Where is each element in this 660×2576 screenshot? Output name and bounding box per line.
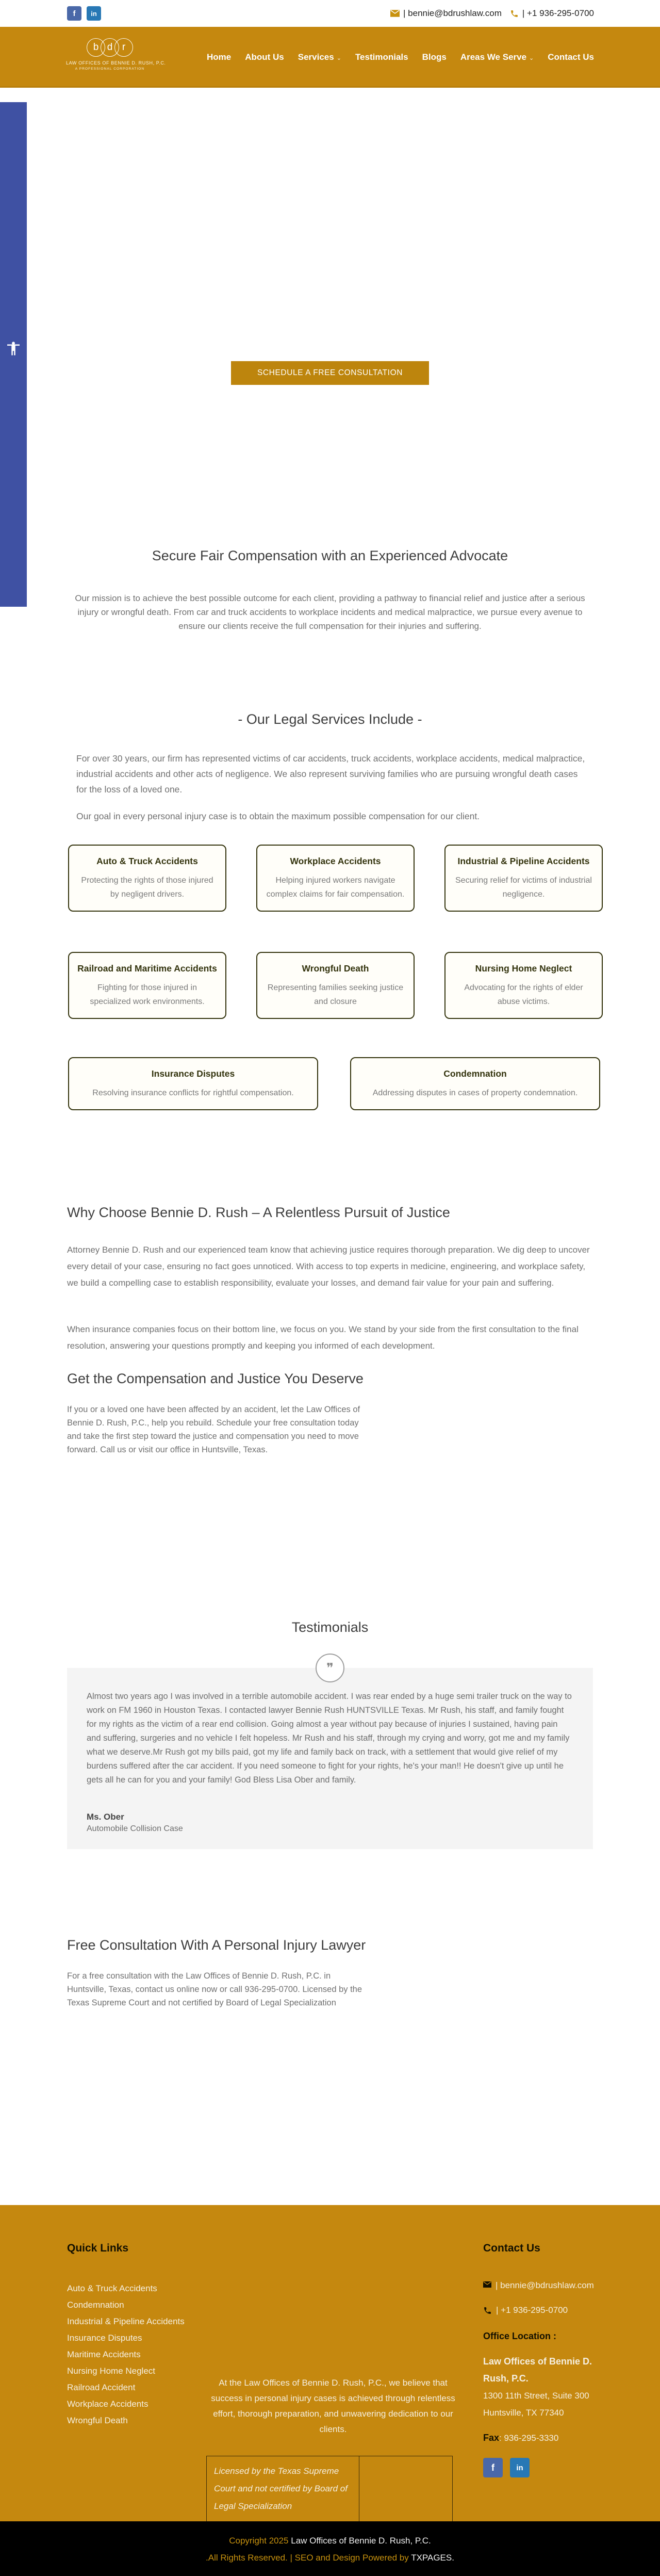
top-utility-bar — [0, 0, 660, 27]
footer-link-industrial-pipeline[interactable]: Industrial & Pipeline Accidents — [67, 2316, 185, 2326]
txpages-link[interactable]: TXPAGES. — [411, 2553, 454, 2563]
footer-link-wrongful-death[interactable]: Wrongful Death — [67, 2416, 128, 2425]
testimonials-heading: Testimonials — [291, 1619, 369, 1635]
fax-label: Fax — [483, 2433, 500, 2443]
why-choose-heading: Why Choose Bennie D. Rush – A Relentless Pursuit of Justice — [67, 1205, 450, 1220]
topbar-phone-text: | +1 936-295-0700 — [522, 8, 594, 18]
phone-icon — [483, 2306, 492, 2315]
intro-heading: Secure Fair Compensation with an Experienced Advocate — [152, 548, 508, 563]
footer-license-text: Licensed by the Texas Supreme Court and not certified by Board of Legal Specialization — [214, 2466, 348, 2511]
nav-item-services[interactable]: Services ⌄ — [298, 52, 341, 62]
intro-body: Our mission is to achieve the best possible outcome for each client, providing a pathway to financial relief and justice after a serious injury or wrongful death. From car and truck accidents to workplace incidents and medical malpractice, we pursue every avenue to ensure our clients receive the full compensation for their injuries and suffering. — [75, 593, 585, 631]
nav-item-contact-us[interactable]: Contact Us — [548, 52, 594, 62]
testimonial-author: Ms. Ober — [87, 1812, 124, 1822]
nav-item-blogs[interactable]: Blogs — [422, 52, 447, 62]
chevron-down-icon: ⌄ — [336, 55, 341, 61]
footer-license-box — [206, 2456, 453, 2522]
service-card-insurance-disputes — [68, 1057, 318, 1110]
service-card-title: Wrongful Death — [302, 963, 369, 974]
services-heading: - Our Legal Services Include - — [238, 711, 422, 727]
footer-link-railroad[interactable]: Railroad Accident — [67, 2383, 136, 2392]
service-card-title: Industrial & Pipeline Accidents — [457, 856, 590, 866]
testimonial-quote: Almost two years ago I was involved in a terrible automobile accident. I was rear ended by a huge semi trailer truck on the way to work on FM 1960 in Houston Texas. I contacted lawyer Bennie Rush HUNTSVILLE Texas. Mr Rush, his staff, and family fought for my rights as the victim of a rear end collision. Going almost a year without pay because of injuries I sustained, having pain and suffering, surgeries and no vehicle I felt hopeless. Mr Rush and his staff, through my crying and worry, got me and my family what we deserve.Mr Rush got my bills paid, got my life and family back on track, with a settlement that would give relief of my burdens suffered after the car accident. If you need someone to fight for your rights, he's your man!! He doesn't give up until he gets all he can for you and your family! God Bless Lisa Ober and family. — [87, 1692, 572, 1785]
service-card-desc: Protecting the rights of those injured by negligent drivers. — [81, 876, 213, 899]
topbar-email[interactable] — [390, 8, 502, 19]
rights-reserved-text: .All Rights Reserved. | SEO and Design Powered by — [206, 2553, 411, 2563]
main-navbar — [0, 27, 660, 88]
linkedin-icon[interactable]: in — [510, 2458, 530, 2477]
footer-link-nursing-home[interactable]: Nursing Home Neglect — [67, 2366, 156, 2376]
why-choose-paragraph-1: Attorney Bennie D. Rush and our experienced team know that achieving justice requires thorough preparation. We dig deep to uncover every detail of your case, ensuring no fact goes unnoticed. With access to top experts in medicine, engineering, and workplace safety, we build a compelling case to establish responsibility, evaluate your losses, and demand fair value for your pain and suffering. — [67, 1245, 590, 1288]
service-card-auto-truck — [68, 845, 226, 912]
service-card-title: Nursing Home Neglect — [475, 963, 572, 974]
logo-circle-r: r — [114, 38, 133, 57]
footer-link-condemnation[interactable]: Condemnation — [67, 2300, 124, 2310]
service-card-railroad-maritime — [68, 952, 226, 1019]
copyright-firm: Law Offices of Bennie D. Rush, P.C. — [291, 2536, 431, 2546]
topbar-social-icons — [67, 6, 101, 21]
testimonial-case-type: Automobile Collision Case — [87, 1824, 183, 1833]
footer-email[interactable] — [483, 2280, 597, 2291]
nav-item-testimonials[interactable]: Testimonials — [355, 52, 408, 62]
why-choose-paragraph-2: When insurance companies focus on their bottom line, we focus on you. We stand by your side from the first consultation to the final resolution, answering your questions promptly and keeping you informed of each development. — [67, 1324, 579, 1351]
logo-circle-b: b — [87, 38, 105, 57]
schedule-consultation-button[interactable]: SCHEDULE A FREE CONSULTATION — [231, 361, 429, 385]
quick-links-list — [67, 2280, 201, 2429]
free-consultation-heading: Free Consultation With A Personal Injury Lawyer — [67, 1937, 366, 1953]
footer-link-auto-truck[interactable]: Auto & Truck Accidents — [67, 2283, 157, 2293]
services-cards-row-1 — [68, 845, 603, 912]
service-card-desc: Fighting for those injured in specialized work environments. — [90, 983, 205, 1006]
service-card-title: Railroad and Maritime Accidents — [77, 963, 217, 974]
service-card-industrial-pipeline — [444, 845, 603, 912]
envelope-icon — [483, 2281, 491, 2288]
quick-links-title: Quick Links — [67, 2242, 129, 2254]
contact-us-title: Contact Us — [483, 2242, 540, 2254]
service-card-workplace — [256, 845, 415, 912]
office-location-label: Office Location : — [483, 2331, 557, 2341]
service-card-nursing-home — [444, 952, 603, 1019]
free-consultation-body: For a free consultation with the Law Offices of Bennie D. Rush, P.C. in Huntsville, Texas, contact us online now or call 936-295-0700. Licensed by the Texas Supreme Court and not certified by Board of Legal Specialization — [67, 1971, 362, 2007]
footer-about-text: At the Law Offices of Bennie D. Rush, P.C., we believe that success in personal injury cases is achieved through relentless effort, thorough preparation, and unwavering dedication to our clients. — [211, 2378, 455, 2434]
footer-phone[interactable] — [483, 2305, 597, 2315]
logo-tagline: A PROFESSIONAL CORPORATION — [75, 67, 145, 71]
footer-link-maritime[interactable]: Maritime Accidents — [67, 2350, 141, 2359]
copyright-year: Copyright 2025 — [229, 2536, 291, 2546]
footer-firm-name: Law Offices of Bennie D. Rush, P.C. — [483, 2356, 592, 2384]
service-card-title: Workplace Accidents — [290, 856, 381, 866]
state-bar-logo-placeholder — [359, 2456, 452, 2521]
accessibility-widget[interactable] — [0, 102, 27, 607]
fax-value: : 936-295-3330 — [499, 2433, 559, 2443]
service-card-desc: Securing relief for victims of industrial negligence. — [455, 876, 592, 899]
linkedin-icon[interactable]: in — [87, 6, 101, 21]
copyright-line-2 — [0, 2549, 660, 2567]
compensation-body: If you or a loved one have been affected by an accident, let the Law Offices of Bennie D. Rush, P.C., help you rebuild. Schedule your free consultation today and take the first step toward the justice and compensation you need to move forward. Call us or visit our office in Huntsville, Texas. — [67, 1405, 360, 1454]
service-card-desc: Helping injured workers navigate complex claims for fair compensation. — [266, 876, 405, 899]
logo-circle-d: d — [101, 38, 119, 57]
firm-logo[interactable] — [66, 38, 166, 71]
testimonial-card — [67, 1660, 593, 1849]
nav-item-areas-we-serve[interactable]: Areas We Serve ⌄ — [460, 52, 534, 62]
phone-icon — [510, 9, 519, 18]
service-card-desc: Resolving insurance conflicts for rightful compensation. — [92, 1089, 294, 1097]
service-card-desc: Advocating for the rights of elder abuse victims. — [464, 983, 583, 1006]
compensation-heading: Get the Compensation and Justice You Deserve — [67, 1371, 364, 1386]
footer-contact-column — [483, 2242, 597, 2477]
facebook-icon[interactable]: f — [67, 6, 81, 21]
service-card-desc: Addressing disputes in cases of property condemnation. — [372, 1089, 578, 1097]
topbar-contact-info — [390, 0, 594, 27]
footer-link-workplace[interactable]: Workplace Accidents — [67, 2399, 148, 2409]
service-card-title: Insurance Disputes — [151, 1068, 235, 1079]
footer-phone-text: | +1 936-295-0700 — [496, 2305, 568, 2315]
services-goal: Our goal in every personal injury case is to obtain the maximum possible compensation for our client. — [76, 811, 480, 821]
footer-social-icons — [483, 2458, 597, 2477]
page-footer — [0, 2205, 660, 2521]
copyright-bar — [0, 2521, 660, 2576]
accessibility-person-icon — [5, 341, 22, 357]
nav-item-about-us[interactable]: About Us — [245, 52, 284, 62]
topbar-phone[interactable] — [510, 8, 594, 19]
envelope-icon — [390, 10, 400, 17]
services-intro: For over 30 years, our firm has represented victims of car accidents, truck accidents, workplace accidents, medical malpractice, industrial accidents and other acts of negligence. We also represent surviving families who are pursuing wrongful death cases for the loss of a loved one. — [76, 753, 585, 795]
service-card-wrongful-death — [256, 952, 415, 1019]
footer-address-line2: Huntsville, TX 77340 — [483, 2408, 564, 2418]
footer-quick-links — [67, 2242, 201, 2429]
footer-about-column — [206, 2375, 460, 2522]
facebook-icon[interactable]: f — [483, 2458, 503, 2477]
copyright-line-1 — [0, 2533, 660, 2549]
service-card-title: Condemnation — [443, 1068, 507, 1079]
footer-fax — [483, 2433, 597, 2443]
services-cards-row-3 — [68, 1057, 600, 1110]
service-card-title: Auto & Truck Accidents — [96, 856, 198, 866]
logo-firm-name: LAW OFFICES OF BENNIE D. RUSH, P.C. — [66, 60, 166, 66]
logo-initials — [66, 38, 154, 57]
topbar-email-text: | bennie@bdrushlaw.com — [403, 8, 502, 18]
main-menu — [207, 27, 594, 88]
footer-address-line1: 1300 11th Street, Suite 300 — [483, 2391, 589, 2401]
quote-icon: ❞ — [316, 1654, 344, 1682]
nav-item-home[interactable]: Home — [206, 52, 232, 62]
service-card-desc: Representing families seeking justice and closure — [267, 983, 404, 1006]
footer-email-text: | bennie@bdrushlaw.com — [496, 2280, 594, 2290]
footer-link-insurance-disputes[interactable]: Insurance Disputes — [67, 2333, 142, 2343]
services-cards-row-2 — [68, 952, 603, 1019]
chevron-down-icon: ⌄ — [529, 55, 534, 61]
service-card-condemnation — [350, 1057, 600, 1110]
